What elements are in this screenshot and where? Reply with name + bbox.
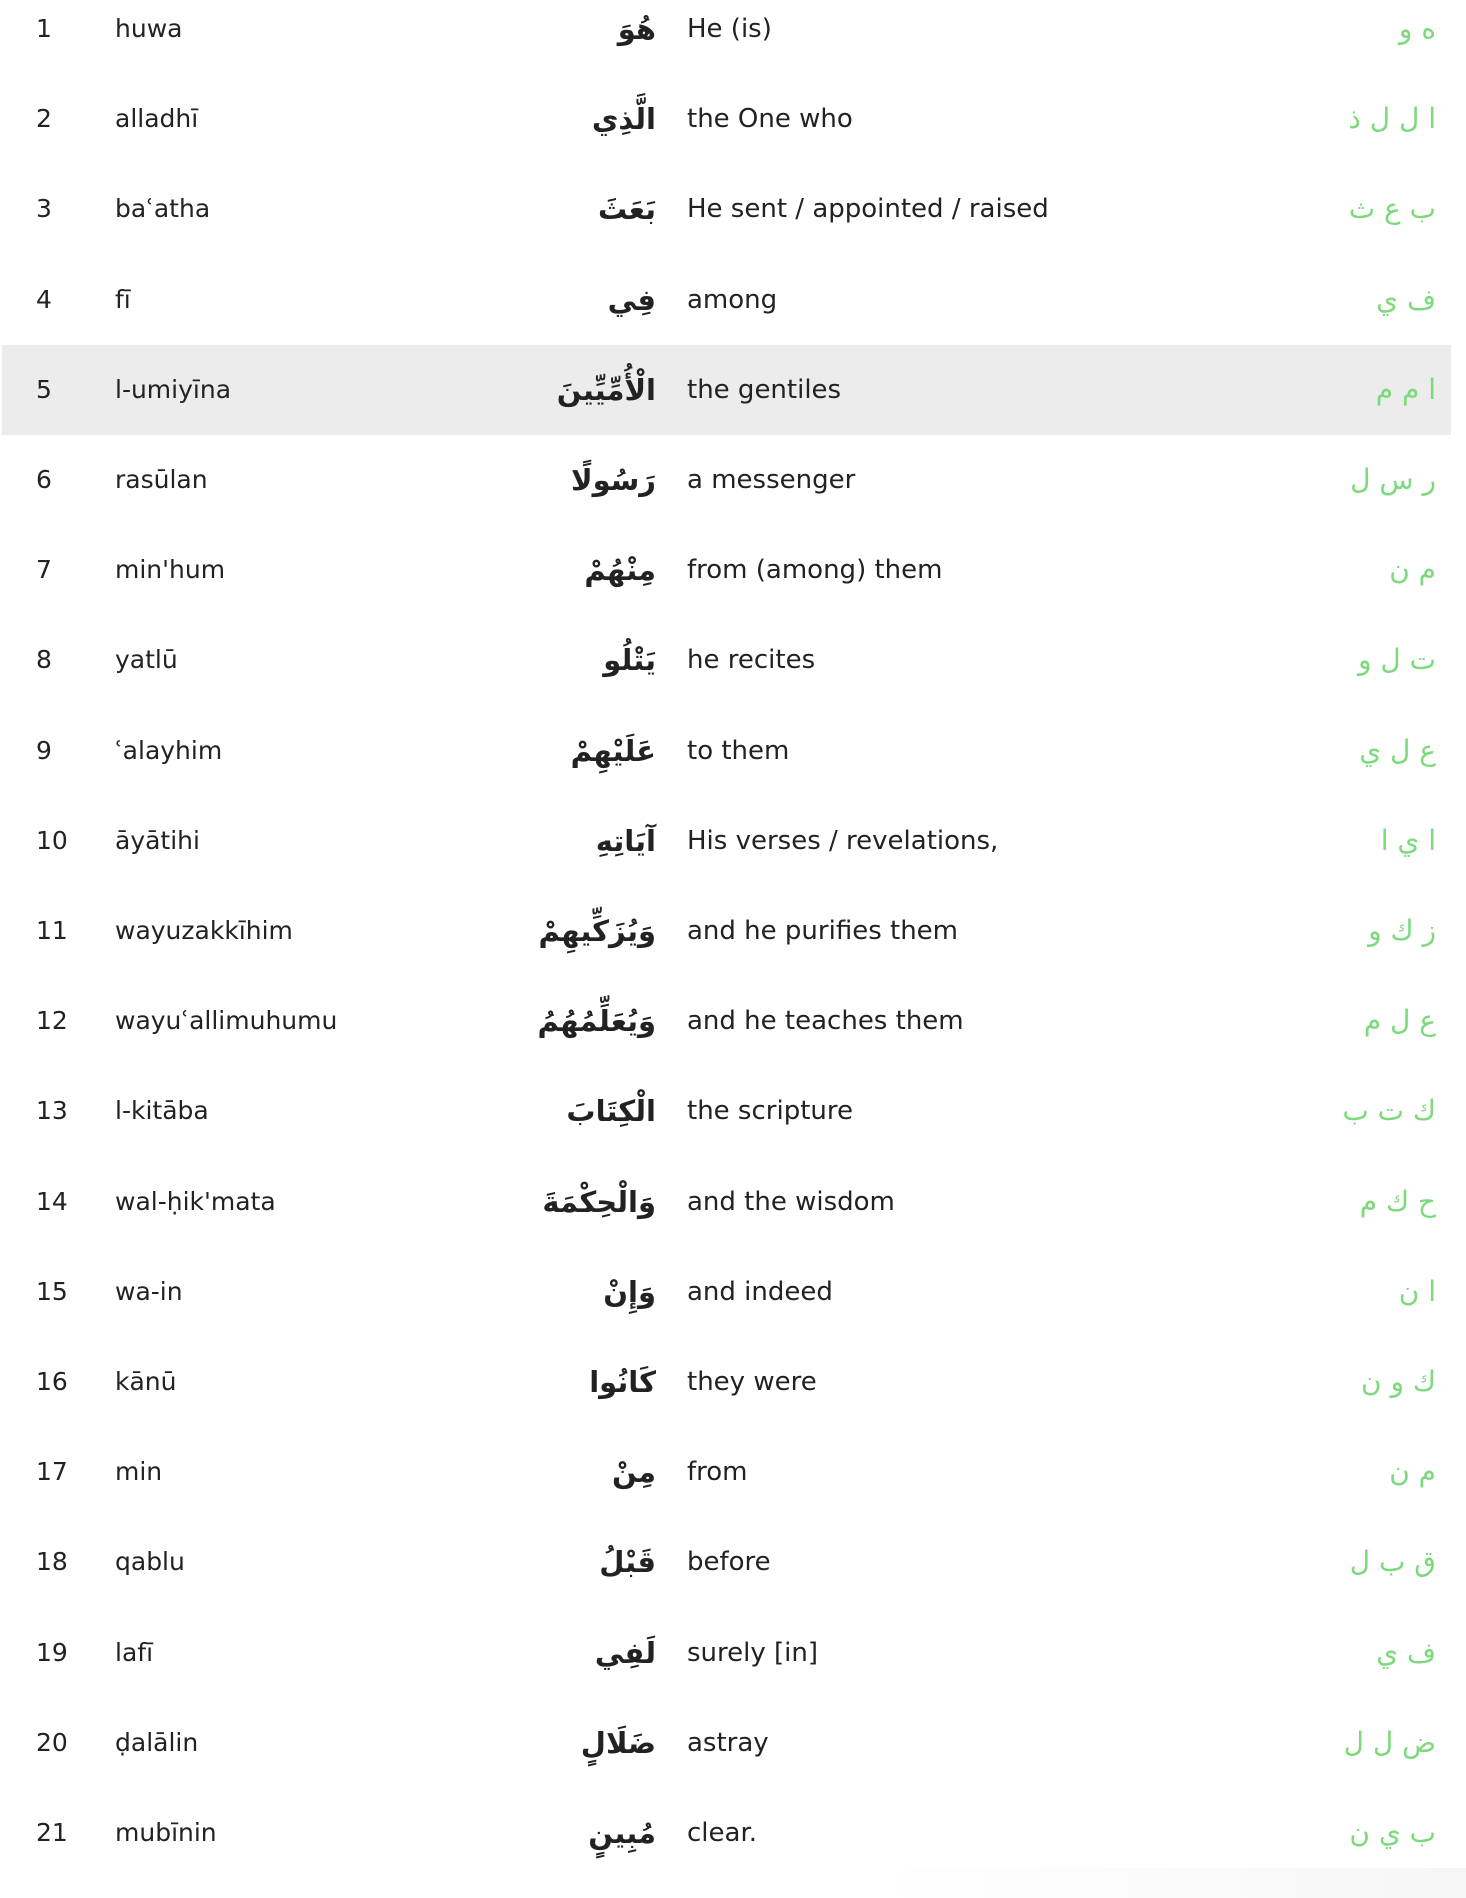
english-meaning: astray — [687, 1727, 769, 1758]
word-index: 13 — [36, 1096, 68, 1126]
word-row[interactable] — [2, 1608, 1451, 1698]
root-letters: ق ب ل — [1349, 1545, 1436, 1579]
root-letters: م ن — [1389, 1455, 1436, 1489]
english-meaning: from (among) them — [687, 555, 943, 586]
word-row[interactable] — [2, 1427, 1451, 1517]
transliteration: qablu — [115, 1547, 185, 1577]
transliteration: l-kitāba — [115, 1096, 209, 1126]
root-letters: ك و ن — [1361, 1365, 1436, 1398]
arabic-word: هُوَ — [617, 12, 656, 46]
word-index: 4 — [36, 284, 52, 314]
root-letters: ب ي ن — [1349, 1816, 1436, 1849]
english-meaning: and the wisdom — [687, 1186, 895, 1217]
arabic-word: رَسُولًا — [571, 463, 656, 497]
word-index: 12 — [36, 1006, 68, 1036]
transliteration: fī — [115, 284, 131, 314]
word-row[interactable] — [2, 796, 1451, 886]
word-row[interactable] — [2, 1247, 1451, 1337]
word-index: 7 — [36, 555, 52, 585]
word-index: 16 — [36, 1367, 68, 1396]
arabic-word: كَانُوا — [589, 1365, 656, 1399]
word-row[interactable] — [2, 1157, 1451, 1247]
root-letters: ا ن — [1398, 1274, 1436, 1308]
transliteration: wayuzakkīhim — [115, 916, 293, 945]
english-meaning: the One who — [687, 104, 853, 135]
transliteration: ḍalālin — [115, 1727, 199, 1757]
arabic-word: لَفِي — [594, 1635, 656, 1670]
word-row[interactable] — [2, 435, 1451, 525]
word-row[interactable] — [2, 1788, 1451, 1878]
english-meaning: he recites — [687, 645, 816, 676]
word-index: 15 — [36, 1276, 68, 1306]
root-letters: م ن — [1389, 553, 1436, 587]
transliteration: ʿalayhim — [115, 735, 223, 765]
word-index: 8 — [36, 645, 52, 675]
arabic-word: ضَلَالٍ — [580, 1725, 656, 1760]
root-letters: ف ي — [1376, 1635, 1436, 1669]
root-letters: ف ي — [1376, 282, 1436, 316]
word-row[interactable] — [2, 615, 1451, 705]
word-row[interactable] — [2, 706, 1451, 796]
arabic-word: عَلَيْهِمْ — [570, 733, 656, 768]
word-row[interactable] — [2, 255, 1451, 345]
transliteration: wal-ḥik'mata — [115, 1186, 276, 1216]
root-letters: ت ل و — [1357, 643, 1436, 677]
transliteration: yatlū — [115, 645, 178, 675]
root-letters: ض ل ل — [1343, 1725, 1436, 1759]
word-index: 6 — [36, 465, 52, 494]
english-meaning: He sent / appointed / raised — [687, 194, 1049, 225]
word-row[interactable] — [2, 1517, 1451, 1607]
arabic-word: وَالْحِكْمَةَ — [542, 1184, 656, 1219]
word-index: 14 — [36, 1186, 68, 1216]
root-letters: ا ي ا — [1380, 823, 1436, 857]
word-row[interactable] — [2, 164, 1451, 254]
word-row[interactable] — [2, 1337, 1451, 1427]
word-index: 18 — [36, 1547, 68, 1577]
transliteration: rasūlan — [115, 465, 208, 494]
english-meaning: He (is) — [687, 14, 772, 44]
english-meaning: from — [687, 1457, 748, 1488]
word-index: 17 — [36, 1457, 68, 1487]
arabic-word: الَّذِي — [591, 102, 656, 137]
english-meaning: they were — [687, 1367, 817, 1397]
word-row[interactable] — [2, 1698, 1451, 1788]
arabic-word: يَتْلُو — [603, 643, 656, 678]
word-index: 19 — [36, 1637, 68, 1667]
arabic-word: آيَاتِهِ — [595, 823, 656, 858]
arabic-word: بَعَثَ — [598, 192, 656, 227]
transliteration: wayuʿallimuhumu — [115, 1006, 338, 1036]
arabic-word: مِنْ — [611, 1455, 656, 1490]
word-row[interactable] — [2, 525, 1451, 615]
word-index: 3 — [36, 194, 52, 224]
arabic-word: قَبْلُ — [599, 1545, 656, 1580]
root-letters: ا ل ل ذ — [1348, 102, 1436, 136]
arabic-word: مُبِينٍ — [588, 1816, 656, 1850]
root-letters: ب ع ث — [1348, 192, 1436, 226]
root-letters: ر س ل — [1350, 463, 1436, 496]
arabic-word: وَيُعَلِّمُهُمُ — [537, 1004, 656, 1039]
transliteration: kānū — [115, 1367, 177, 1396]
root-letters: ه و — [1398, 12, 1436, 45]
word-row[interactable] — [2, 74, 1451, 164]
transliteration: lafī — [115, 1637, 154, 1667]
arabic-word: مِنْهُمْ — [584, 553, 656, 588]
arabic-word: فِي — [607, 282, 656, 317]
transliteration: mubīnin — [115, 1818, 217, 1847]
word-index: 21 — [36, 1818, 68, 1847]
root-letters: ع ل م — [1363, 1004, 1436, 1038]
arabic-word: وَيُزَكِّيهِمْ — [538, 914, 656, 948]
english-meaning: clear. — [687, 1818, 758, 1848]
arabic-word: الْكِتَابَ — [566, 1094, 656, 1129]
word-index: 9 — [36, 735, 52, 765]
word-row[interactable] — [2, 976, 1451, 1066]
english-meaning: surely [in] — [687, 1637, 819, 1668]
transliteration: alladhī — [115, 104, 199, 134]
word-row[interactable] — [2, 886, 1451, 976]
word-row[interactable] — [2, 1066, 1451, 1156]
word-index: 20 — [36, 1727, 68, 1757]
transliteration: baʿatha — [115, 194, 211, 224]
word-row[interactable] — [2, 345, 1451, 435]
transliteration: wa-in — [115, 1276, 183, 1306]
english-meaning: and he teaches them — [687, 1006, 964, 1037]
english-meaning: the gentiles — [687, 374, 842, 405]
english-meaning: a messenger — [687, 465, 856, 495]
word-index: 10 — [36, 825, 68, 855]
arabic-word: الْأُمِّيِّينَ — [556, 372, 656, 407]
english-meaning: before — [687, 1547, 771, 1578]
word-row[interactable] — [2, 0, 1451, 74]
english-meaning: among — [687, 284, 778, 315]
root-letters: ع ل ي — [1359, 733, 1436, 767]
transliteration: l-umiyīna — [115, 374, 232, 404]
word-index: 11 — [36, 916, 68, 945]
transliteration: āyātihi — [115, 825, 200, 855]
word-index: 2 — [36, 104, 52, 134]
transliteration: huwa — [115, 14, 183, 43]
english-meaning: and indeed — [687, 1276, 833, 1307]
english-meaning: the scripture — [687, 1096, 853, 1127]
word-index: 1 — [36, 14, 52, 43]
word-index: 5 — [36, 374, 52, 404]
root-letters: ح ك م — [1359, 1184, 1436, 1218]
root-letters: ا م م — [1375, 372, 1436, 406]
english-meaning: to them — [687, 735, 790, 766]
transliteration: min — [115, 1457, 163, 1487]
transliteration: min'hum — [115, 555, 226, 585]
arabic-word: وَإِنْ — [603, 1274, 656, 1309]
root-letters: ك ت ب — [1342, 1094, 1436, 1128]
english-meaning: and he purifies them — [687, 916, 958, 946]
english-meaning: His verses / revelations, — [687, 825, 999, 856]
root-letters: ز ك و — [1368, 914, 1436, 947]
